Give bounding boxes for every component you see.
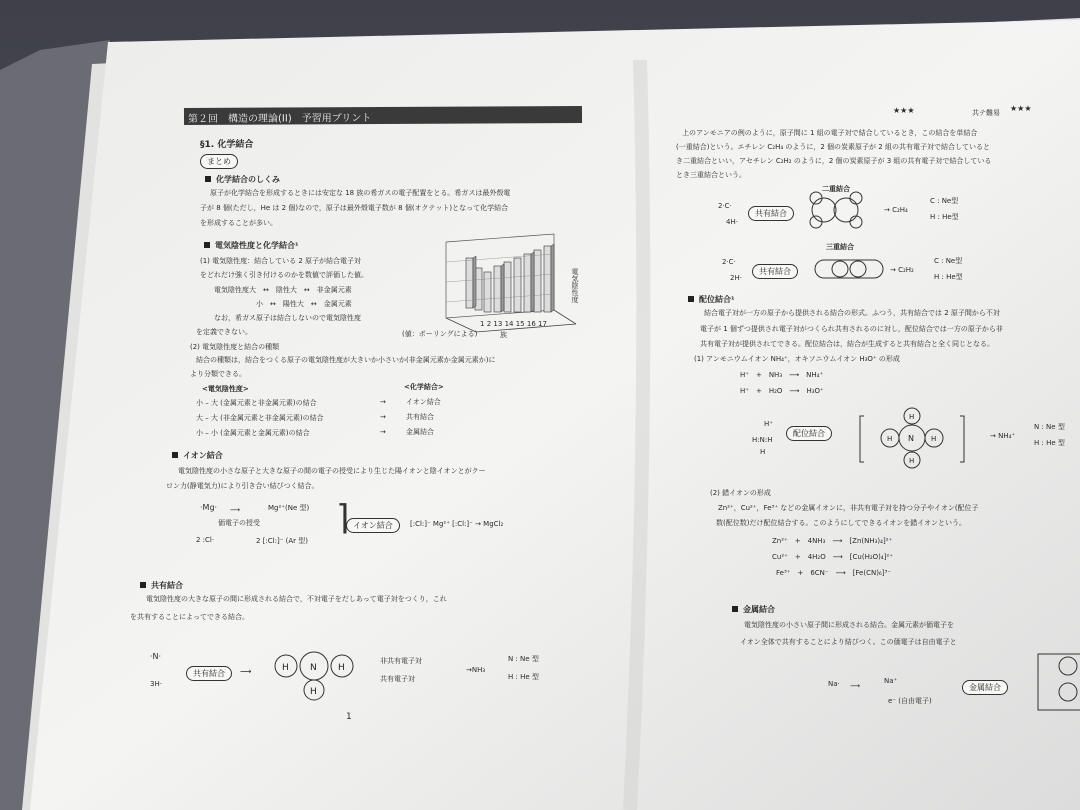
- heading-bond-mechanism-text: 化学結合のしくみ: [216, 175, 280, 184]
- ethylene-orbital-diagram: [800, 190, 872, 232]
- en-line-4: 小 ↔ 陽性大 ↔ 金属元素: [256, 300, 352, 308]
- acetylene-bond-badge: 共有結合: [752, 264, 798, 279]
- heading-metallic-text: 金属結合: [743, 605, 775, 614]
- heading-metallic: [732, 604, 775, 615]
- complex-arrow: ⟶: [832, 537, 843, 545]
- coord-eq-2: H⁺ + H₂O ⟶ H₃O⁺: [740, 387, 824, 395]
- bullet-square-icon: [140, 582, 146, 588]
- difficulty-label: 共テ難易: [972, 109, 1000, 117]
- right-intro-1: 上のアンモニアの例のように，原子間に 1 組の電子対で結合しているとき，この結合を単結合: [682, 129, 978, 137]
- en-line-1: (1) 電気陰性度：結合している 2 原子が結合電子対: [200, 257, 362, 265]
- coord-eq-1: H⁺ + NH₃ ⟶ NH₄⁺: [740, 371, 824, 379]
- ammonia-orbital-diagram: [266, 646, 366, 706]
- complex-row-2: [772, 552, 893, 562]
- table-row-2-arrow: →: [380, 413, 386, 421]
- ionic-mg-ion: Mg²⁺(Ne 型): [268, 504, 310, 512]
- right-intro-3: き二重結合といい，アセチレン C₂H₂ のように，2 個の炭素原子が 3 組の共有電子対で結合している: [676, 157, 992, 165]
- table-row-1-arrow: →: [380, 398, 386, 406]
- ionic-cl: 2 :Cl·: [196, 536, 215, 544]
- complex-ion: Zn²⁺: [772, 537, 788, 545]
- covalent-line-2: を共有することによってできる結合。: [130, 613, 249, 621]
- en-line-9: より分類できる。: [190, 370, 246, 378]
- covalent-arrow: ⟶: [240, 667, 252, 676]
- complex-product: [Fe(CN)₆]³⁻: [852, 569, 891, 577]
- complex-line-3: 数(配位数)だけ配位結合する。このようにしてできるイオンを錯イオンという。: [716, 519, 967, 527]
- ethylene-bond-badge: 共有結合: [748, 206, 794, 221]
- ammonium-orbital-diagram: [856, 406, 972, 472]
- heading-electronegativity: [204, 240, 299, 251]
- svg-text:N: N: [908, 434, 914, 443]
- svg-text:H: H: [282, 663, 289, 673]
- coord-line-1: 結合電子対が一方の原子から提供される結合の形式。ふつう，共有結合では 2 原子間から不対: [704, 309, 1000, 317]
- chart-xtick: 14: [504, 320, 514, 328]
- ionic-arrow: ⟶: [230, 506, 241, 514]
- summary-badge: まとめ: [200, 154, 238, 169]
- ionic-line-2: ロン力(静電気力)により引き合い結びつく結合。: [166, 482, 319, 490]
- bullet-square-icon: [732, 606, 738, 612]
- acetylene-type-1: C : Ne型: [934, 257, 963, 265]
- complex-ion: Fe³⁺: [776, 569, 791, 577]
- chart-xtick: 15: [515, 320, 525, 328]
- covalent-h: 3H·: [150, 680, 162, 688]
- svg-text:H: H: [909, 413, 915, 421]
- metal-electron: e⁻ (自由電子): [888, 697, 932, 705]
- complex-plus: +: [794, 553, 801, 561]
- covalent-line-1: 電気陰性度の大きな原子の間に形成される結合で，不対電子をだしあって電子対をつくり，これ: [146, 595, 447, 603]
- chart-xtick: 16: [526, 320, 536, 328]
- metal-na-ion: Na⁺: [884, 677, 898, 685]
- ionic-brace: ⌉: [336, 498, 350, 538]
- table-row-1-bond: イオン結合: [406, 398, 441, 406]
- complex-ligand: 6CN⁻: [810, 569, 829, 577]
- table-row-1: 小 – 大 (金属元素と非金属元素)の結合: [196, 399, 317, 407]
- covalent-result: →NH₃: [466, 666, 486, 674]
- ionic-cl-ion: 2 [:Cl:]⁻ (Ar 型): [256, 537, 308, 545]
- heading-covalent: [140, 580, 183, 591]
- metal-na: Na·: [828, 680, 840, 688]
- coordinate-bond-badge: 配位結合: [786, 426, 832, 441]
- acetylene-orbital-diagram: [814, 258, 884, 280]
- svg-text:H: H: [909, 457, 915, 465]
- svg-text:H: H: [887, 435, 893, 443]
- section-heading: §1. 化学結合: [200, 140, 254, 150]
- triple-bond-label: 三重結合: [826, 243, 854, 251]
- bullet-square-icon: [204, 242, 210, 248]
- complex-plus: +: [794, 537, 801, 545]
- coord-line-4: (1) アンモニウムイオン NH₄⁺，オキソニウムイオン H₃O⁺ の形成: [694, 355, 900, 363]
- metal-line-2: イオン全体で共有することにより結びつく。この価電子は自由電子と: [740, 638, 957, 646]
- metal-lattice-diagram: [1030, 652, 1080, 712]
- para-bond-1: 原子が化学結合を形成するときには安定な 18 族の希ガスの電子配置をとる。希ガスは最外殻電: [210, 189, 511, 197]
- ammonium-type-1: N : Ne 型: [1034, 423, 1065, 431]
- en-line-8: 結合の種類は，結合をつくる原子の電気陰性度が大きいか小さいか(非金属元素か金属元素か)に: [196, 356, 496, 364]
- page-title: 第２回 構造の理論(II) 予習用プリント: [187, 113, 372, 126]
- ionic-mg: ·Mg·: [200, 503, 218, 512]
- acetylene-c: 2·C·: [722, 258, 736, 266]
- en-line-6: を定義できない。: [196, 328, 252, 336]
- covalent-legend-1: 非共有電子対: [380, 657, 422, 665]
- acetylene-type-2: H : He型: [934, 273, 963, 281]
- table-row-3: 小 – 小 (金属元素と金属元素)の結合: [196, 429, 310, 437]
- ionic-line-1: 電気陰性度の小さな原子と大きな原子の間の電子の授受により生じた陽イオンと陰イオンとがクー: [178, 467, 486, 475]
- ammonium-result: → NH₄⁺: [990, 432, 1016, 440]
- table-head-bond: <化学結合>: [404, 383, 444, 391]
- chart-xtick: 13: [493, 320, 503, 328]
- heading-bond-mechanism: [205, 174, 280, 185]
- complex-product: [Zn(NH₃)₄]²⁺: [849, 537, 893, 545]
- metallic-bond-badge: 金属結合: [962, 680, 1008, 695]
- right-intro-2: (一重結合)という。エチレン C₂H₄ のように，2 個の炭素原子が 2 組の共有電子対で結合していると: [676, 143, 990, 151]
- bullet-square-icon: [205, 176, 211, 182]
- chart-axis-label: 電気陰性度: [571, 268, 579, 303]
- complex-ligand: 4NH₃: [807, 537, 826, 545]
- ammonium-h-plus: H⁺: [764, 420, 773, 428]
- complex-row-1: [772, 536, 892, 546]
- ammonium-type-2: H : He 型: [1034, 439, 1065, 447]
- en-line-7: (2) 電気陰性度と結合の種類: [190, 343, 280, 351]
- complex-line-1: (2) 錯イオンの形成: [710, 489, 771, 497]
- svg-text:H: H: [338, 663, 345, 673]
- table-head-en: <電気陰性度>: [202, 385, 249, 393]
- bullet-square-icon: [172, 452, 178, 458]
- heading-covalent-text: 共有結合: [151, 581, 183, 590]
- ethylene-type-1: C : Ne型: [930, 197, 959, 205]
- metal-line-1: 電気陰性度の小さい原子間に形成される結合。金属元素が価電子を: [744, 621, 954, 629]
- chart-xtick: 1: [480, 320, 485, 328]
- covalent-type-1: N : Ne 型: [508, 655, 539, 663]
- svg-text:H: H: [310, 687, 317, 697]
- complex-line-2: Zn²⁺，Cu²⁺，Fe³⁺ などの金属イオンに，非共有電子対を持つ分子やイオン(配位子: [718, 504, 979, 512]
- heading-ionic: [172, 450, 223, 461]
- para-bond-2: 子が 8 個(ただし，He は 2 個)なので，原子は最外殻電子数が 8 個(オクテット)となって化学結合: [200, 204, 509, 212]
- ammonium-h-bottom: H: [760, 448, 766, 456]
- chart-xtick: 2: [486, 320, 492, 328]
- complex-ligand: 4H₂O: [807, 553, 826, 561]
- metal-arrow: ⟶: [850, 682, 861, 690]
- ethylene-type-2: H : He型: [930, 213, 959, 221]
- complex-ion: Cu²⁺: [772, 553, 788, 561]
- covalent-bond-badge: 共有結合: [186, 666, 232, 681]
- bullet-square-icon: [688, 296, 694, 302]
- heading-coordinate: [688, 294, 735, 305]
- difficulty-stars-left: ★★★: [893, 106, 915, 115]
- en-line-2: をどれだけ強く引き付けるのかを数値で評価した値。: [200, 271, 368, 279]
- acetylene-h: 2H·: [730, 274, 742, 282]
- ethylene-c: 2·C·: [718, 202, 732, 210]
- coord-line-2: 電子が 1 個ずつ提供され電子対がつくられ共有されるのに対し，配位結合では一方の原子から非: [700, 325, 1003, 333]
- table-row-2-bond: 共有結合: [406, 413, 434, 421]
- complex-plus: +: [797, 569, 804, 577]
- heading-electronegativity-text: 電気陰性度と化学結合¹: [215, 241, 299, 250]
- complex-row-3: [776, 568, 891, 578]
- ionic-bond-badge: イオン結合: [346, 518, 400, 533]
- chart-caption: (値：ポーリングによる): [402, 330, 478, 338]
- ethylene-h: 4H·: [726, 218, 738, 226]
- title-bar: [184, 106, 582, 125]
- heading-coordinate-text: 配位結合¹: [699, 295, 735, 304]
- para-bond-3: を形成することが多い。: [200, 219, 277, 227]
- coord-line-3: 共有電子対が提供されてできる。配位結合は，結合が生成すると共有結合と全く同じとなる。: [700, 340, 994, 348]
- table-row-3-bond: 金属結合: [406, 428, 434, 436]
- ammonium-n: H:N:H: [752, 436, 773, 444]
- difficulty-stars-right: ★★★: [1010, 104, 1032, 113]
- ionic-result: [:Cl:]⁻ Mg²⁺ [:Cl:]⁻ → MgCl₂: [410, 520, 504, 528]
- ionic-transfer: 価電子の授受: [218, 519, 260, 527]
- table-row-3-arrow: →: [380, 428, 386, 436]
- page-number: 1: [346, 712, 352, 722]
- complex-product: [Cu(H₂O)₄]²⁺: [849, 553, 893, 561]
- chart-xticks: [480, 320, 547, 328]
- complex-arrow: ⟶: [832, 553, 843, 561]
- covalent-n: ·N·: [150, 652, 162, 661]
- right-intro-4: とき三重結合という。: [676, 171, 746, 179]
- en-line-3: 電気陰性度大 ↔ 陰性大 ↔ 非金属元素: [214, 286, 352, 294]
- chart-xaxis-label: 族: [500, 331, 507, 339]
- acetylene-result: → C₂H₂: [890, 266, 914, 274]
- complex-arrow: ⟶: [835, 569, 846, 577]
- covalent-legend-2: 共有電子対: [380, 675, 415, 683]
- svg-text:N: N: [310, 663, 317, 673]
- covalent-type-2: H : He 型: [508, 673, 539, 681]
- heading-ionic-text: イオン結合: [183, 451, 223, 460]
- table-row-2: 大 – 大 (非金属元素と非金属元素)の結合: [196, 414, 324, 422]
- en-line-5: なお，希ガス原子は結合しないので電気陰性度: [214, 314, 361, 322]
- chart-xtick: 17: [538, 320, 547, 328]
- double-bond-label: 二重結合: [822, 185, 850, 193]
- ethylene-result: → C₂H₄: [884, 206, 908, 214]
- svg-text:H: H: [931, 435, 937, 443]
